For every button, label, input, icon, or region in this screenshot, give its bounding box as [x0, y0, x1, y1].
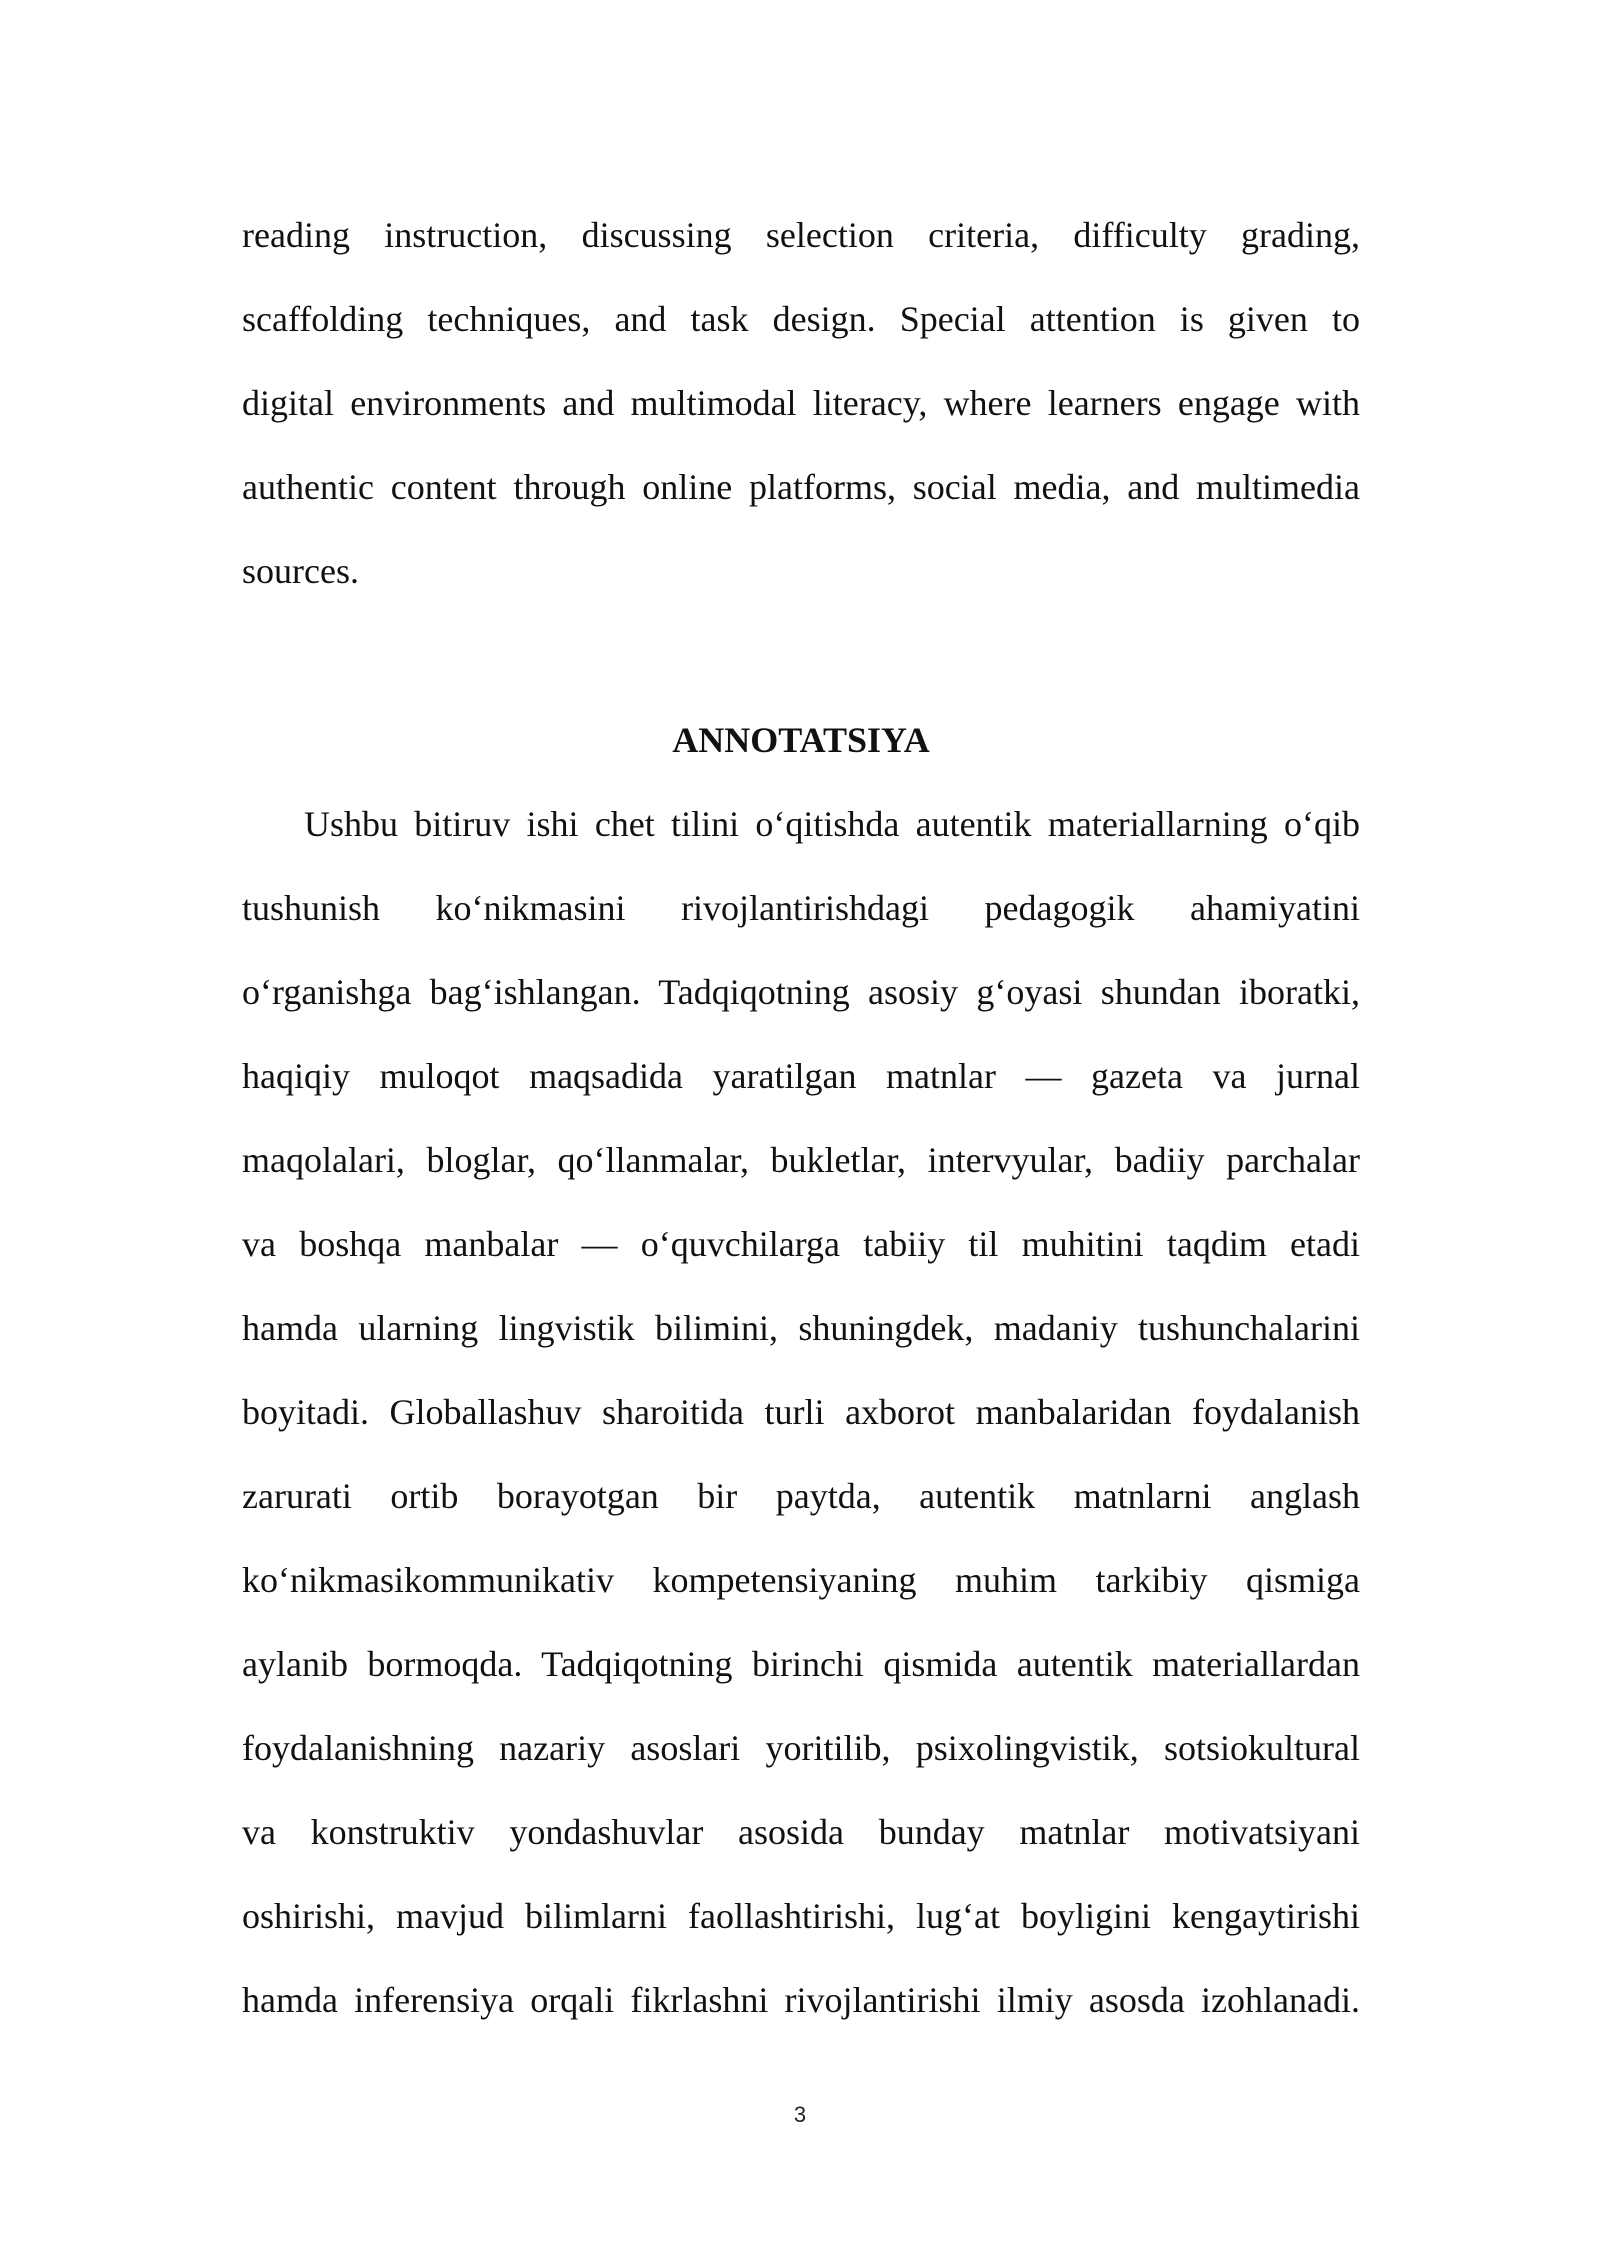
paragraph-line: hamda inferensiya orqali fikrlashni rivojlantirishi ilmiy asosda izohlanadi. — [242, 1980, 1360, 2020]
paragraph-line: boyitadi. Globallashuv sharoitida turli axborot manbalaridan foydalanish — [242, 1392, 1360, 1432]
paragraph-line: sources. — [242, 551, 359, 591]
paragraph-line: tushunish ko‘nikmasini rivojlantirishdagi pedagogik ahamiyatini — [242, 888, 1360, 928]
paragraph-line: reading instruction, discussing selection criteria, difficulty grading, — [242, 215, 1360, 255]
paragraph-line: oshirishi, mavjud bilimlarni faollashtirishi, lug‘at boyligini kengaytirishi — [242, 1896, 1360, 1936]
paragraph-line: Ushbu bitiruv ishi chet tilini o‘qitishda autentik materiallarning o‘qib — [304, 804, 1360, 844]
paragraph-line: aylanib bormoqda. Tadqiqotning birinchi qismida autentik materiallardan — [242, 1644, 1360, 1684]
paragraph-line: maqolalari, bloglar, qo‘llanmalar, bukletlar, intervyular, badiiy parchalar — [242, 1140, 1360, 1180]
section-heading: ANNOTATSIYA — [672, 720, 930, 760]
paragraph-line: foydalanishning nazariy asoslari yoritilib, psixolingvistik, sotsiokultural — [242, 1728, 1360, 1768]
paragraph-line: zarurati ortib borayotgan bir paytda, autentik matnlarni anglash — [242, 1476, 1360, 1516]
paragraph-line: scaffolding techniques, and task design. Special attention is given to — [242, 299, 1360, 339]
paragraph-line: authentic content through online platforms, social media, and multimedia — [242, 467, 1360, 507]
paragraph-line: ko‘nikmasikommunikativ kompetensiyaning muhim tarkibiy qismiga — [242, 1560, 1360, 1600]
paragraph-line: haqiqiy muloqot maqsadida yaratilgan matnlar — gazeta va jurnal — [242, 1056, 1360, 1096]
paragraph-line: o‘rganishga bag‘ishlangan. Tadqiqotning asosiy g‘oyasi shundan iboratki, — [242, 972, 1360, 1012]
paragraph-line: va konstruktiv yondashuvlar asosida bunday matnlar motivatsiyani — [242, 1812, 1360, 1852]
paragraph-line: va boshqa manbalar — o‘quvchilarga tabiiy til muhitini taqdim etadi — [242, 1224, 1360, 1264]
page-number: 3 — [793, 2102, 807, 2127]
annotation-paragraph — [242, 794, 1360, 2054]
paragraph-line: digital environments and multimodal literacy, where learners engage with — [242, 383, 1360, 423]
paragraph-line: hamda ularning lingvistik bilimini, shuningdek, madaniy tushunchalarini — [242, 1308, 1360, 1348]
continuation-paragraph — [242, 205, 1360, 625]
